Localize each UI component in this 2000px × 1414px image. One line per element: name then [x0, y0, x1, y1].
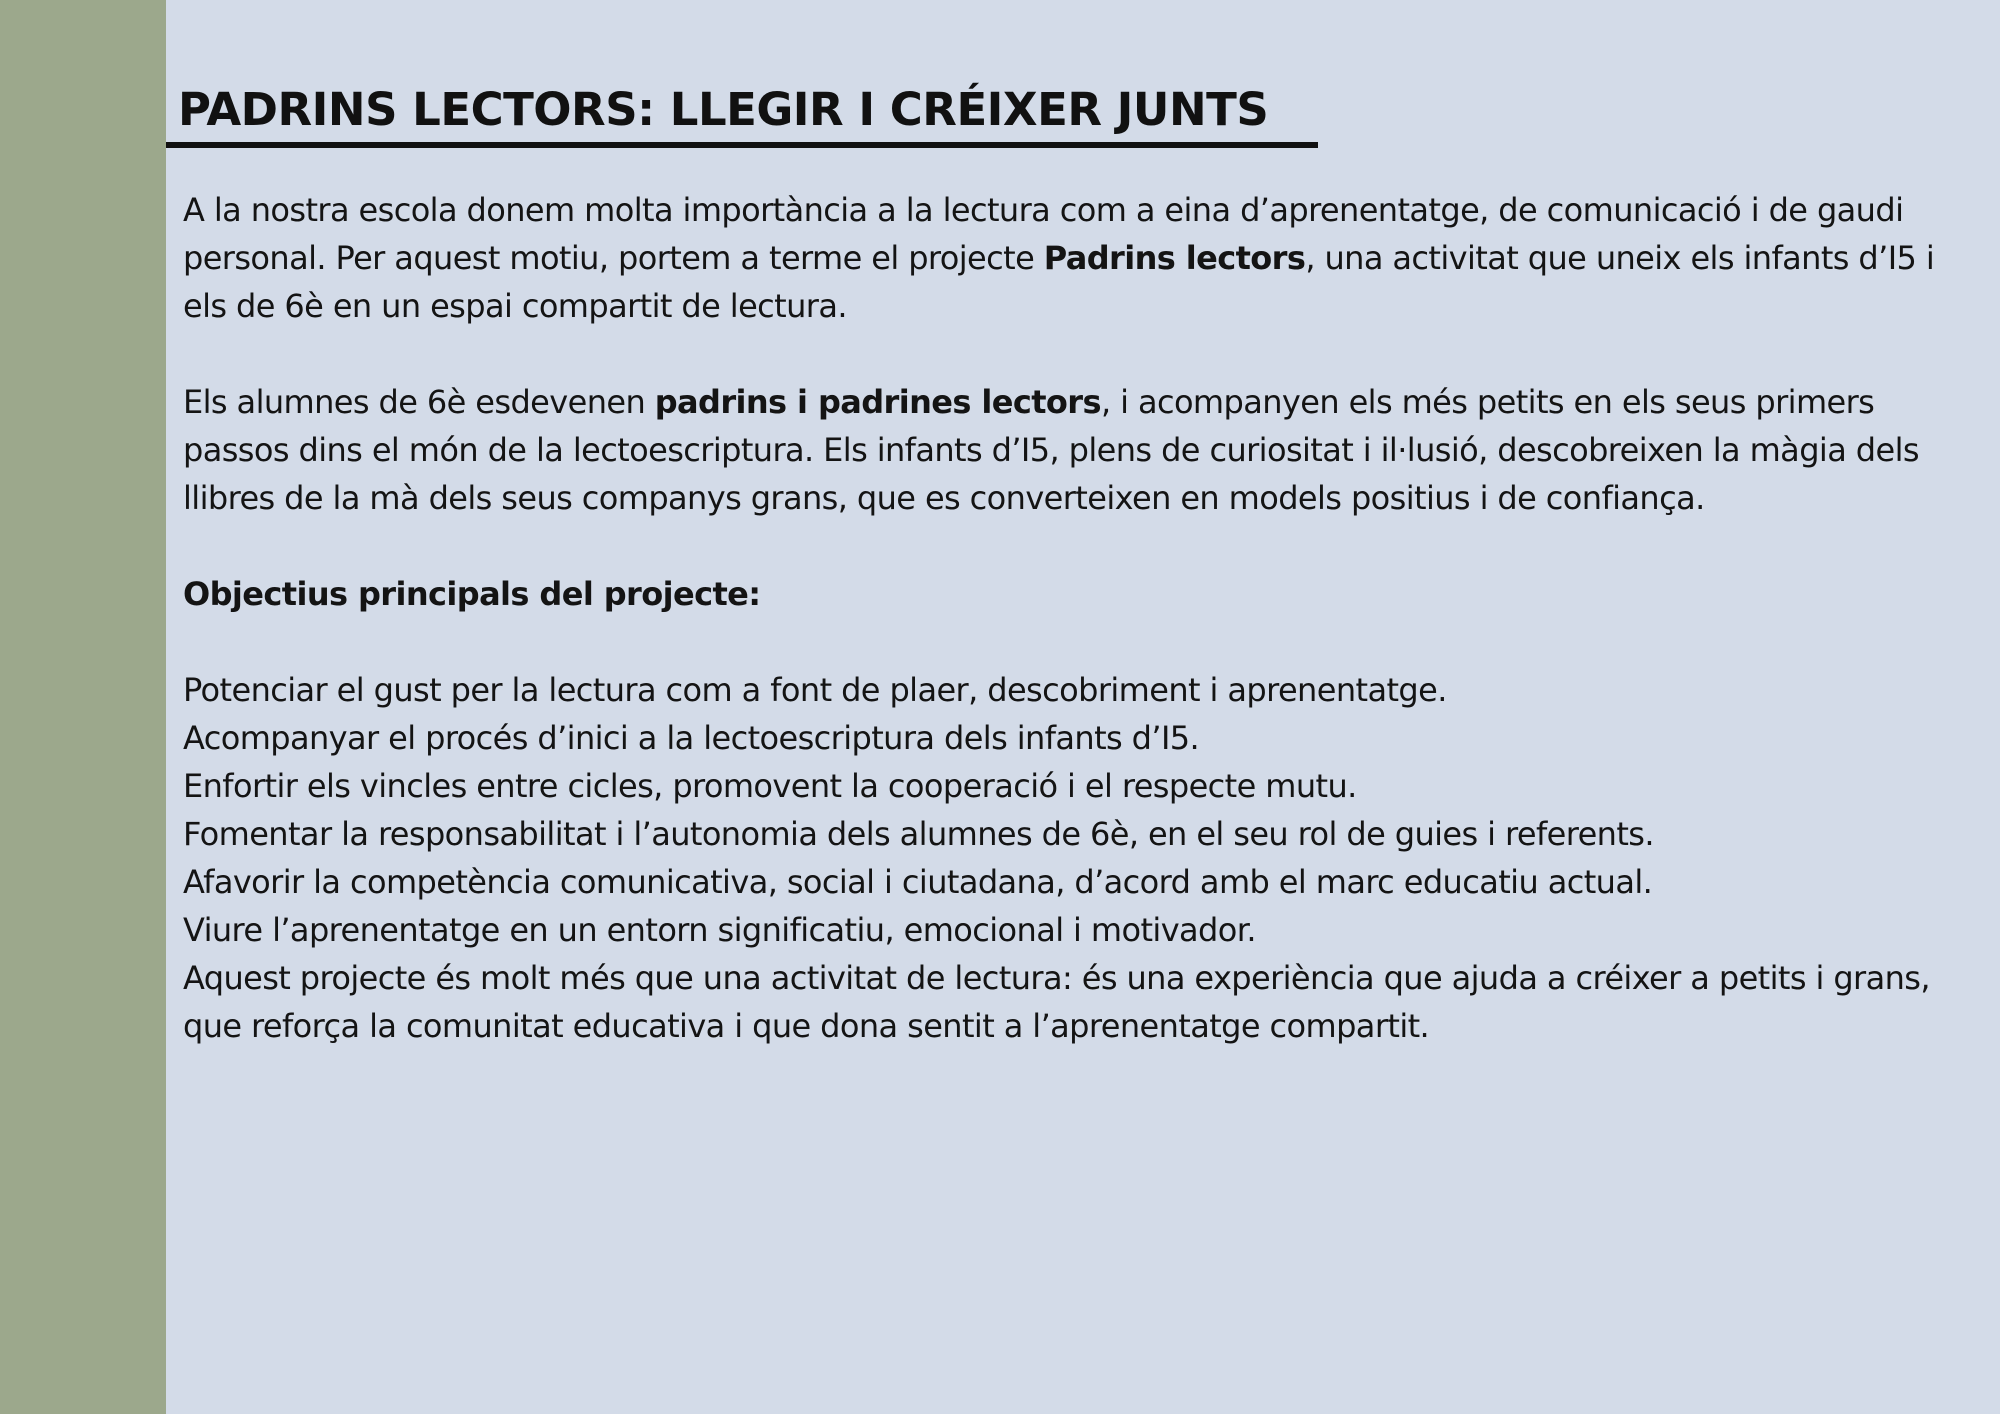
second-text-end: , i acompanyen els més petits en els seus primers passos dins el món de la lectoescriptura. Els infants d’I5, plens de curiositat i il·lusió, descobreixen la màgia dels llibres de la mà dels seus companys grans, que es converteixen en models positius i de confiança.	[183, 383, 1919, 517]
intro-bold-project: Padrins lectors	[1043, 239, 1306, 277]
page-title: PADRINS LECTORS: LLEGIR I CRÉIXER JUNTS	[178, 83, 1269, 136]
intro-paragraph	[183, 186, 1963, 330]
objective-item: Afavorir la competència comunicativa, social i ciutadana, d’acord amb el marc educatiu actual.	[183, 863, 1653, 901]
objectives-heading	[183, 570, 1963, 618]
objectives-heading-text: Objectius principals del projecte:	[183, 575, 761, 613]
second-paragraph	[183, 378, 1963, 522]
paragraph-gap	[183, 618, 1963, 666]
second-bold-padrins: padrins i padrines lectors	[654, 383, 1101, 421]
objective-item: Fomentar la responsabilitat i l’autonomia dels alumnes de 6è, en el seu rol de guies i referents.	[183, 815, 1654, 853]
intro-text-end: , una activitat que uneix els infants d’I5 i els de 6è en un espai compartit de lectura.	[183, 239, 1935, 325]
title-underline	[166, 78, 1318, 148]
second-text-start: Els alumnes de 6è esdevenen	[183, 383, 655, 421]
objective-item: Acompanyar el procés d’inici a la lectoescriptura dels infants d’I5.	[183, 719, 1200, 757]
closing-paragraph: Aquest projecte és molt més que una activitat de lectura: és una experiència que ajuda a créixer a petits i grans, que reforça la comunitat educativa i que dona sentit a l’aprenentatge compartit.	[183, 959, 1930, 1045]
document-body	[183, 186, 1963, 1050]
paragraph-gap	[183, 522, 1963, 570]
objective-item: Enfortir els vincles entre cicles, promovent la cooperació i el respecte mutu.	[183, 767, 1357, 805]
paragraph-gap	[183, 330, 1963, 378]
side-band	[0, 0, 166, 1414]
intro-text-start: A la nostra escola donem molta importància a la lectura com a eina d’aprenentatge, de comunicació i de gaudi personal. Per aquest motiu, portem a terme el projecte	[183, 191, 1904, 277]
objective-item: Potenciar el gust per la lectura com a font de plaer, descobriment i aprenentatge.	[183, 671, 1447, 709]
objective-item: Viure l’aprenentatge en un entorn significatiu, emocional i motivador.	[183, 911, 1256, 949]
